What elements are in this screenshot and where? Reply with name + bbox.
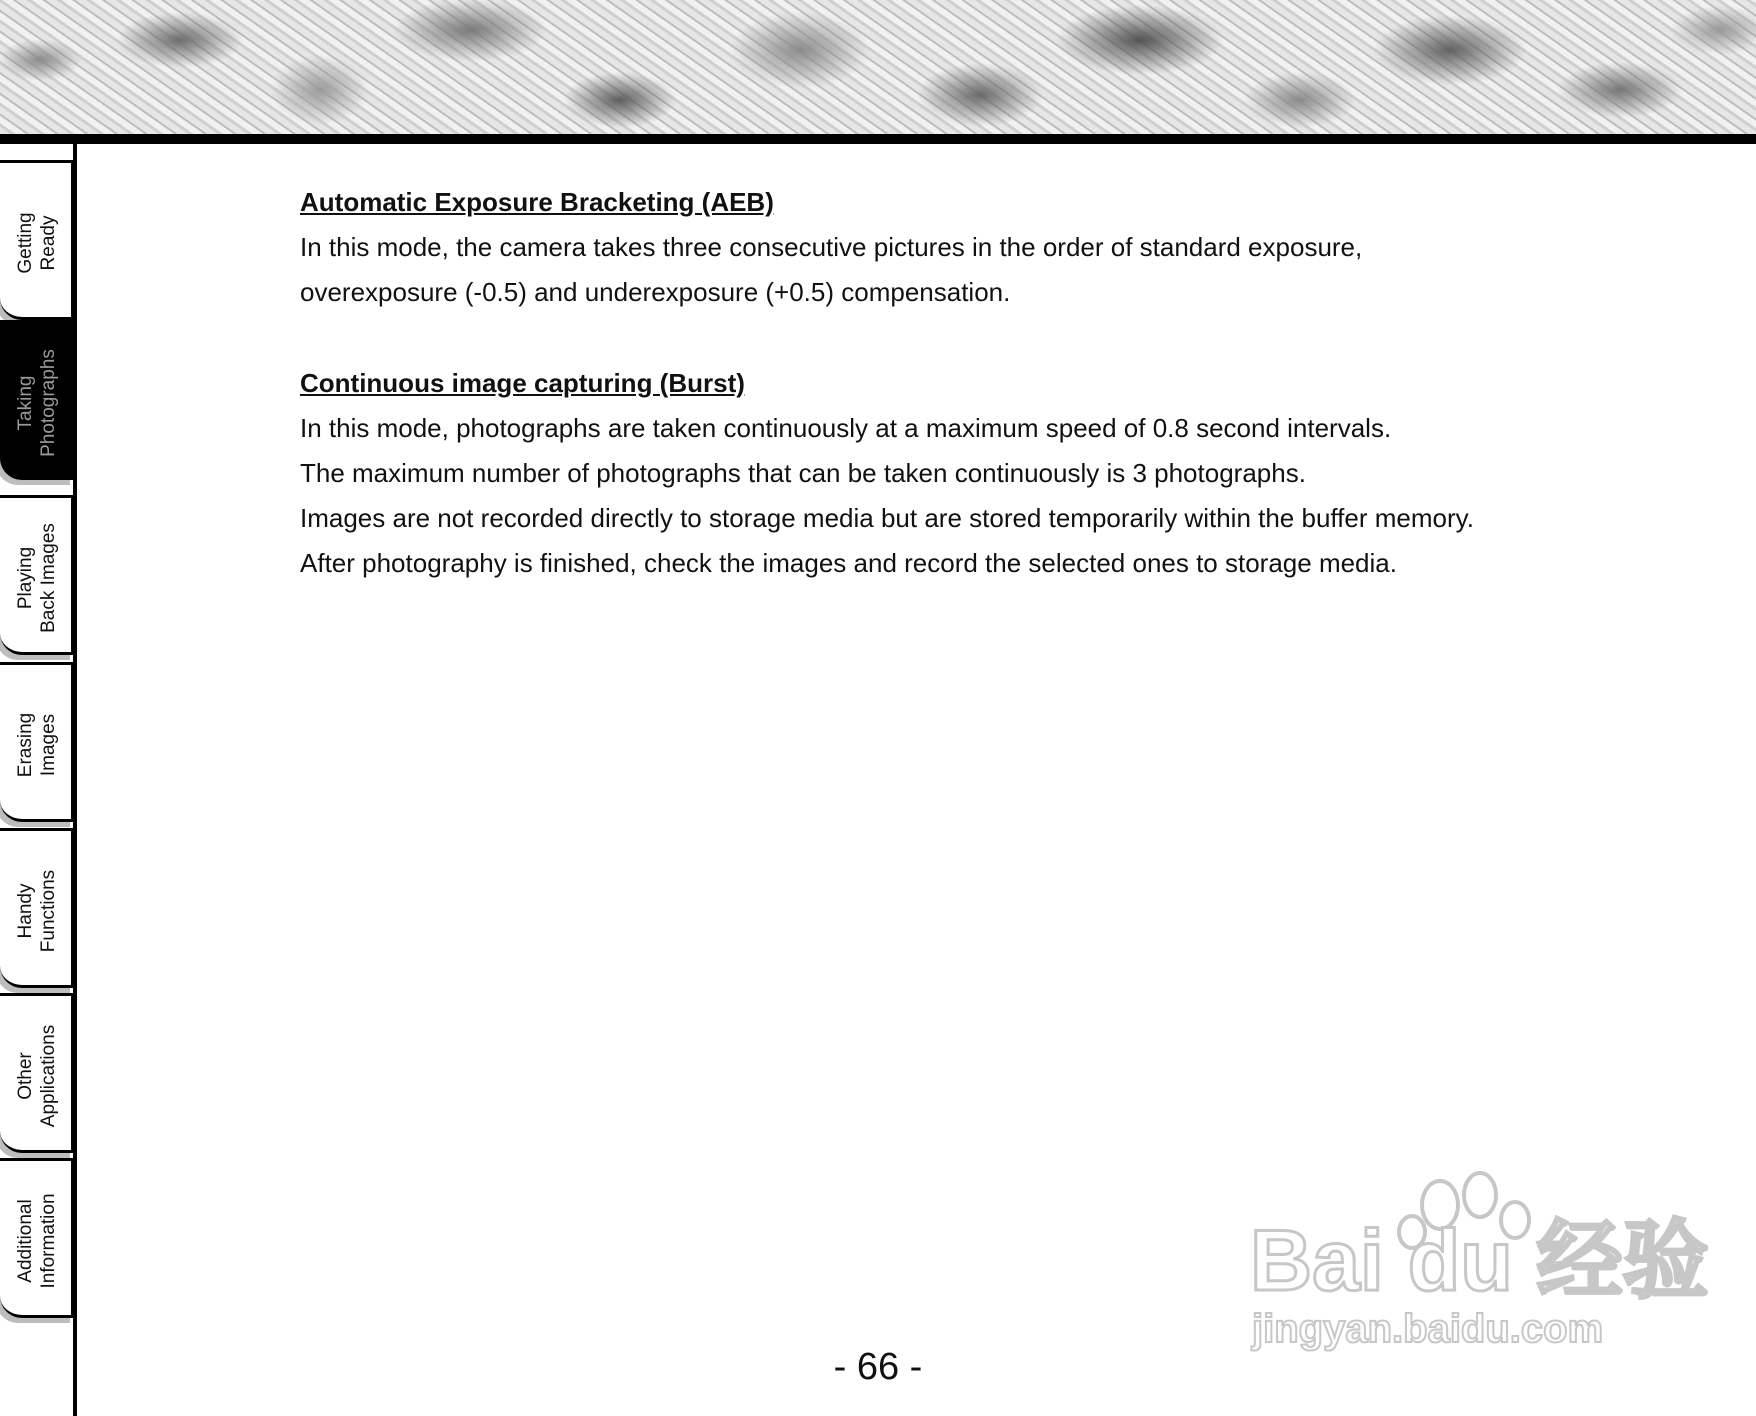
svg-text:Bai du 经验: Bai du 经验 [1250,1213,1709,1309]
tab-label: Getting Ready [15,212,59,274]
tab-other-applications[interactable] [0,993,74,1153]
page-number: - 66 - [833,1346,923,1388]
burst-line-2: The maximum number of photographs that can be taken continuously is 3 photographs. [300,458,1306,488]
tab-label: Handy Functions [15,869,59,953]
section-heading-aeb: Automatic Exposure Bracketing (AEB) [300,187,774,217]
tab-label: Erasing Images [15,712,59,778]
svg-text:jingyan.baidu.com: jingyan.baidu.com [1252,1307,1604,1351]
tab-label: Additional Information [15,1193,59,1289]
tab-erasing-images[interactable] [0,662,74,822]
page-content [300,180,1730,586]
burst-line-4: After photography is finished, check the images and record the selected ones to storage media. [300,548,1397,578]
tab-label: Other Applications [15,1024,59,1128]
baidu-watermark-logo [1240,1150,1709,1351]
header-rule [0,134,1756,144]
header-texture-banner [0,0,1756,134]
tab-handy-functions[interactable] [0,828,74,988]
tab-label: Taking Photographs [15,349,59,457]
section-heading-burst: Continuous image capturing (Burst) [300,368,745,398]
aeb-line-2: overexposure (-0.5) and underexposure (+0.5) compensation. [300,277,1011,307]
burst-line-3: Images are not recorded directly to storage media but are stored temporarily within the buffer memory. [300,503,1474,533]
aeb-line-1: In this mode, the camera takes three consecutive pictures in the order of standard exposure, [300,232,1363,262]
tab-playing-back-images[interactable] [0,495,74,655]
tab-additional-information[interactable] [0,1158,74,1318]
tab-getting-ready[interactable] [0,160,74,320]
tab-taking-photographs[interactable] [0,320,74,480]
burst-line-1: In this mode, photographs are taken continuously at a maximum speed of 0.8 second intervals. [300,413,1392,443]
tab-label: Playing Back Images [15,523,59,633]
